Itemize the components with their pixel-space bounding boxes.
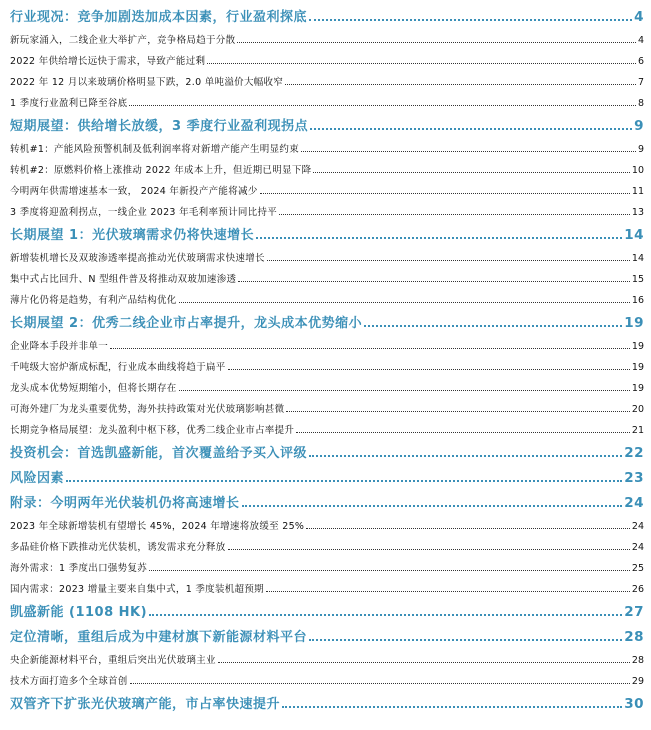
toc-entry-page: 10 xyxy=(631,165,644,176)
toc-entry-page: 15 xyxy=(631,274,644,285)
toc-entry-page: 19 xyxy=(624,315,644,331)
toc-leader-dots xyxy=(237,41,636,43)
toc-subsection-entry[interactable] xyxy=(10,415,644,436)
toc-section-entry[interactable] xyxy=(10,620,644,645)
toc-entry-title: 3 季度将迎盈利拐点，一线企业 2023 年毛利率预计同比持平 xyxy=(10,207,278,218)
toc-entry-page: 28 xyxy=(631,655,644,666)
toc-leader-dots xyxy=(296,431,630,433)
toc-entry-page: 26 xyxy=(631,584,644,595)
toc-leader-dots xyxy=(309,454,622,457)
toc-entry-page: 24 xyxy=(631,542,644,553)
toc-entry-page: 8 xyxy=(637,98,644,109)
toc-subsection-entry[interactable] xyxy=(10,25,644,46)
toc-leader-dots xyxy=(228,548,630,550)
toc-subsection-entry[interactable] xyxy=(10,155,644,176)
toc-entry-title: 附录：今明两年光伏装机仍将高速增长 xyxy=(10,496,240,511)
toc-section-entry[interactable] xyxy=(10,306,644,331)
toc-section-entry[interactable] xyxy=(10,595,644,620)
toc-leader-dots xyxy=(306,527,630,529)
toc-leader-dots xyxy=(301,150,636,152)
toc-entry-page: 27 xyxy=(624,604,644,620)
toc-entry-title: 龙头成本优势短期缩小，但将长期存在 xyxy=(10,383,177,394)
toc-subsection-entry[interactable] xyxy=(10,46,644,67)
toc-entry-title: 投资机会：首选凯盛新能，首次覆盖给予买入评级 xyxy=(10,446,308,461)
toc-entry-page: 19 xyxy=(631,383,644,394)
toc-subsection-entry[interactable] xyxy=(10,197,644,218)
toc-leader-dots xyxy=(256,236,622,239)
toc-entry-title: 技术方面打造多个全球首创 xyxy=(10,676,128,687)
toc-entry-title: 今明两年供需增速基本一致， 2024 年新投产产能将减少 xyxy=(10,186,258,197)
toc-entry-title: 转机#1：产能风险预警机制及低利润率将对新增产能产生明显约束 xyxy=(10,144,300,155)
toc-section-entry[interactable] xyxy=(10,218,644,243)
toc-leader-dots xyxy=(149,613,622,616)
toc-leader-dots xyxy=(313,171,629,173)
toc-entry-page: 16 xyxy=(631,295,644,306)
toc-entry-page: 24 xyxy=(631,521,644,532)
toc-subsection-entry[interactable] xyxy=(10,176,644,197)
toc-entry-page: 11 xyxy=(631,186,644,197)
toc-entry-page: 25 xyxy=(631,563,644,574)
toc-entry-page: 14 xyxy=(624,227,644,243)
toc-leader-dots xyxy=(242,504,623,507)
toc-section-entry[interactable] xyxy=(10,687,644,712)
toc-entry-title: 长期展望 1：光伏玻璃需求仍将快速增长 xyxy=(10,228,255,243)
toc-leader-dots xyxy=(179,301,630,303)
toc-subsection-entry[interactable] xyxy=(10,67,644,88)
toc-entry-title: 新玩家涌入，二线企业大举扩产，竞争格局趋于分散 xyxy=(10,35,236,46)
toc-entry-title: 行业现况：竞争加剧迭加成本因素，行业盈利探底 xyxy=(10,10,308,25)
toc-entry-title: 2022 年 12 月以来玻璃价格明显下跌，2.0 单吨溢价大幅收窄 xyxy=(10,77,284,88)
toc-subsection-entry[interactable] xyxy=(10,645,644,666)
toc-leader-dots xyxy=(130,682,630,684)
toc-subsection-entry[interactable] xyxy=(10,331,644,352)
toc-leader-dots xyxy=(218,661,630,663)
toc-leader-dots xyxy=(110,347,630,349)
toc-entry-page: 24 xyxy=(624,495,644,511)
toc-entry-title: 转机#2：原燃料价格上涨推动 2022 年成本上升，但近期已明显下降 xyxy=(10,165,312,176)
toc-leader-dots xyxy=(238,280,630,282)
toc-entry-title: 1 季度行业盈利已降至谷底 xyxy=(10,98,128,109)
toc-entry-title: 新增装机增长及双玻渗透率提高推动光伏玻璃需求快速增长 xyxy=(10,253,265,264)
toc-entry-title: 国内需求：2023 增量主要来自集中式，1 季度装机超预期 xyxy=(10,584,264,595)
toc-entry-page: 9 xyxy=(634,118,644,134)
toc-subsection-entry[interactable] xyxy=(10,511,644,532)
toc-leader-dots xyxy=(364,324,622,327)
toc-entry-title: 千吨级大窑炉渐成标配，行业成本曲线将趋于扁平 xyxy=(10,362,226,373)
toc-leader-dots xyxy=(179,389,630,391)
toc-section-entry[interactable] xyxy=(10,109,644,134)
toc-subsection-entry[interactable] xyxy=(10,243,644,264)
toc-leader-dots xyxy=(260,192,630,194)
toc-entry-title: 凯盛新能 (1108 HK) xyxy=(10,605,148,620)
toc-leader-dots xyxy=(309,18,632,21)
toc-entry-title: 央企新能源材料平台，重组后突出光伏玻璃主业 xyxy=(10,655,216,666)
toc-leader-dots xyxy=(286,410,630,412)
toc-section-entry[interactable] xyxy=(10,486,644,511)
toc-entry-title: 2023 年全球新增装机有望增长 45%，2024 年增速将放缓至 25% xyxy=(10,521,305,532)
toc-subsection-entry[interactable] xyxy=(10,352,644,373)
toc-entry-title: 2022 年供给增长远快于需求，导致产能过剩 xyxy=(10,56,206,67)
toc-entry-title: 集中式占比回升、N 型组件普及将推动双玻加速渗透 xyxy=(10,274,237,285)
toc-entry-page: 20 xyxy=(631,404,644,415)
toc-subsection-entry[interactable] xyxy=(10,574,644,595)
toc-section-entry[interactable] xyxy=(10,436,644,461)
toc-entry-page: 28 xyxy=(624,629,644,645)
toc-entry-page: 21 xyxy=(631,425,644,436)
table-of-contents xyxy=(10,0,644,712)
toc-leader-dots xyxy=(279,213,630,215)
toc-entry-title: 企业降本手段并非单一 xyxy=(10,341,109,352)
toc-entry-page: 4 xyxy=(637,35,644,46)
toc-entry-page: 23 xyxy=(624,470,644,486)
toc-entry-title: 定位清晰，重组后成为中建材旗下新能源材料平台 xyxy=(10,630,308,645)
toc-entry-page: 19 xyxy=(631,362,644,373)
toc-entry-title: 可海外建厂为龙头重要优势，海外扶持政策对光伏玻璃影响甚微 xyxy=(10,404,285,415)
toc-subsection-entry[interactable] xyxy=(10,88,644,109)
toc-leader-dots xyxy=(66,479,622,482)
toc-leader-dots xyxy=(228,368,630,370)
toc-subsection-entry[interactable] xyxy=(10,285,644,306)
toc-entry-title: 海外需求：1 季度出口强势复苏 xyxy=(10,563,148,574)
toc-entry-page: 6 xyxy=(637,56,644,67)
toc-entry-page: 13 xyxy=(631,207,644,218)
toc-entry-title: 风险因素 xyxy=(10,471,65,486)
toc-entry-page: 14 xyxy=(631,253,644,264)
toc-subsection-entry[interactable] xyxy=(10,134,644,155)
toc-entry-title: 双管齐下扩张光伏玻璃产能，市占率快速提升 xyxy=(10,697,281,712)
toc-entry-page: 4 xyxy=(634,9,644,25)
toc-leader-dots xyxy=(207,62,636,64)
toc-leader-dots xyxy=(282,705,622,708)
toc-leader-dots xyxy=(266,590,630,592)
toc-entry-title: 多晶硅价格下跌推动光伏装机，诱发需求充分释放 xyxy=(10,542,226,553)
toc-entry-title: 短期展望：供给增长放缓，3 季度行业盈利现拐点 xyxy=(10,119,309,134)
toc-subsection-entry[interactable] xyxy=(10,394,644,415)
toc-leader-dots xyxy=(309,638,622,641)
toc-leader-dots xyxy=(285,83,636,85)
toc-leader-dots xyxy=(310,127,632,130)
toc-entry-page: 30 xyxy=(624,696,644,712)
toc-entry-page: 7 xyxy=(637,77,644,88)
toc-leader-dots xyxy=(267,259,630,261)
toc-section-entry[interactable] xyxy=(10,0,644,25)
toc-leader-dots xyxy=(149,569,630,571)
toc-entry-page: 19 xyxy=(631,341,644,352)
toc-subsection-entry[interactable] xyxy=(10,373,644,394)
toc-entry-page: 9 xyxy=(637,144,644,155)
toc-entry-page: 22 xyxy=(624,445,644,461)
toc-subsection-entry[interactable] xyxy=(10,666,644,687)
toc-subsection-entry[interactable] xyxy=(10,553,644,574)
toc-entry-page: 29 xyxy=(631,676,644,687)
toc-entry-title: 薄片化仍将是趋势，有利产品结构优化 xyxy=(10,295,177,306)
toc-entry-title: 长期展望 2：优秀二线企业市占率提升，龙头成本优势缩小 xyxy=(10,316,363,331)
toc-entry-title: 长期竞争格局展望：龙头盈利中枢下移，优秀二线企业市占率提升 xyxy=(10,425,295,436)
toc-section-entry[interactable] xyxy=(10,461,644,486)
toc-leader-dots xyxy=(129,104,635,106)
toc-subsection-entry[interactable] xyxy=(10,532,644,553)
toc-subsection-entry[interactable] xyxy=(10,264,644,285)
